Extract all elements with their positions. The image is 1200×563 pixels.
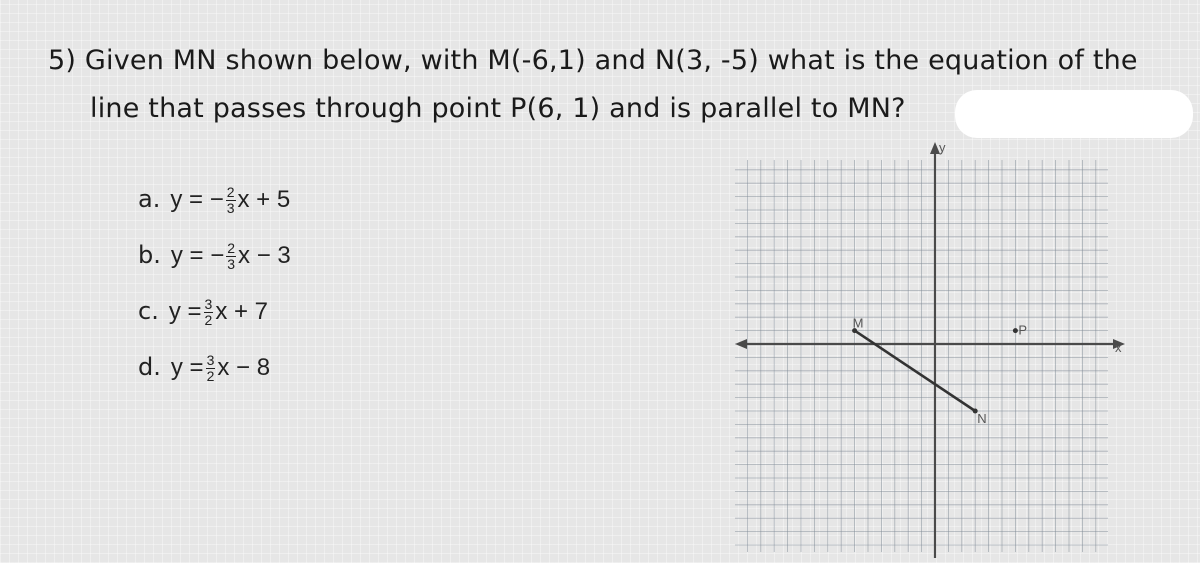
- fraction: [204, 297, 214, 328]
- choice-lhs: y =: [168, 298, 202, 325]
- choice-b[interactable]: [138, 241, 291, 272]
- choice-letter: a.: [138, 185, 161, 213]
- fraction-numerator: 3: [204, 296, 213, 313]
- choice-lhs: y = −: [170, 242, 225, 269]
- fraction: [206, 353, 216, 384]
- choice-rest: x − 3: [238, 242, 291, 269]
- y-axis-label: y: [939, 140, 946, 155]
- point-m-label: M: [852, 315, 864, 331]
- choice-lhs: y = −: [170, 186, 224, 213]
- question-line-1: 5) Given MN shown below, with M(-6,1) and N(3, -5) what is the equation of the: [48, 45, 1138, 76]
- choice-a[interactable]: [138, 185, 290, 216]
- coordinate-graph: [735, 140, 1125, 560]
- choice-lhs: y =: [170, 354, 204, 381]
- x-axis-arrow-left: [735, 339, 747, 349]
- choice-c[interactable]: [138, 297, 268, 328]
- fraction-numerator: 3: [206, 352, 215, 369]
- fraction: [226, 241, 236, 272]
- choice-rest: x + 7: [215, 298, 269, 325]
- point-p: [1013, 328, 1018, 333]
- redaction-box: [955, 90, 1193, 138]
- choice-letter: d.: [138, 353, 161, 381]
- fraction: [226, 185, 236, 216]
- fraction-denominator: 3: [227, 256, 236, 273]
- x-axis-label: x: [1115, 340, 1122, 355]
- fraction-denominator: 2: [204, 312, 213, 329]
- fraction-denominator: 3: [226, 200, 235, 217]
- choice-d[interactable]: [138, 353, 270, 384]
- point-n-label: N: [977, 411, 987, 426]
- fraction-numerator: 2: [226, 184, 235, 201]
- fraction-numerator: 2: [227, 240, 236, 257]
- grid: [735, 160, 1108, 552]
- choice-letter: b.: [138, 241, 161, 269]
- point-p-label: P: [1018, 322, 1028, 338]
- choice-rest: x − 8: [217, 354, 271, 381]
- fraction-denominator: 2: [206, 368, 215, 385]
- choice-letter: c.: [138, 297, 159, 325]
- choice-rest: x + 5: [237, 186, 291, 213]
- question-line-2: line that passes through point P(6, 1) and is parallel to MN?: [90, 93, 906, 124]
